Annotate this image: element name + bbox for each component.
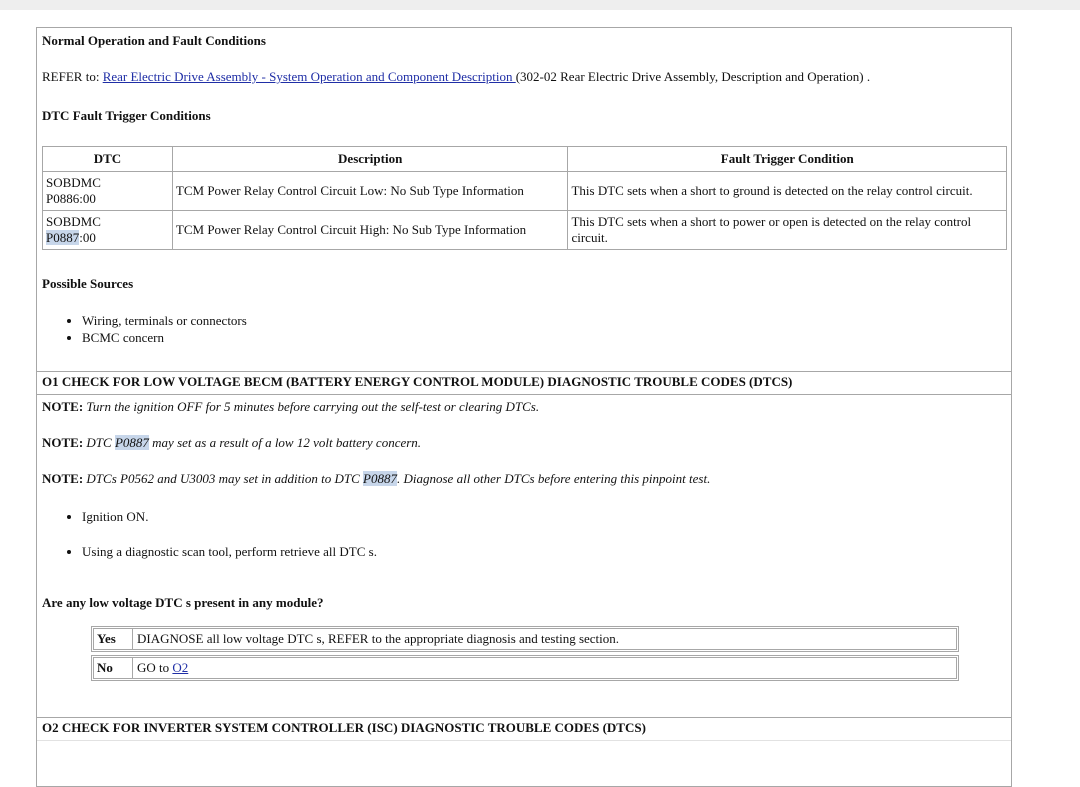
note-3-text: [86, 471, 710, 486]
column-header-dtc: DTC: [43, 147, 173, 172]
step-o2-title: O2 CHECK FOR INVERTER SYSTEM CONTROLLER (ISC) DIAGNOSTIC TROUBLE CODES (DTCS): [42, 720, 646, 735]
note-3-post: . Diagnose all other DTCs before entering this pinpoint test.: [397, 471, 711, 486]
step-o2-section: [37, 717, 1011, 787]
list-item: • BCMC concern: [82, 329, 247, 346]
note-1: [42, 399, 539, 415]
list-item: • Using a diagnostic scan tool, perform retrieve all DTC s.: [82, 544, 377, 560]
yes-label: Yes: [93, 628, 133, 650]
table-header-row: [43, 147, 1007, 172]
list-item: • Wiring, terminals or connectors: [82, 312, 247, 329]
step-o1-question: Are any low voltage DTC s present in any module?: [42, 595, 324, 610]
normal-operation-section: [37, 28, 1011, 372]
table-row: [43, 211, 1007, 250]
condition-cell: This DTC sets when a short to power or open is detected on the relay control circuit.: [568, 211, 1007, 250]
dtc-module: SOBDMC: [46, 175, 101, 190]
description-cell: TCM Power Relay Control Circuit Low: No Sub Type Information: [172, 172, 568, 211]
note-2-code: P0887: [114, 435, 149, 450]
refer-line: [42, 69, 870, 85]
no-label: No: [93, 657, 133, 679]
note-3: [42, 471, 710, 487]
dtc-module: SOBDMC: [46, 214, 101, 229]
step-o2-header: [37, 717, 1011, 741]
note-1-text: Turn the ignition OFF for 5 minutes before carrying out the self-test or clearing DTCs.: [86, 399, 540, 414]
possible-sources-heading: Possible Sources: [42, 276, 134, 291]
step-o1-header: [37, 371, 1011, 395]
note-2-post: may set as a result of a low 12 volt battery concern.: [148, 435, 422, 450]
possible-sources-list: [42, 312, 247, 346]
normal-operation-heading: Normal Operation and Fault Conditions: [42, 33, 266, 48]
rear-edrive-link[interactable]: Rear Electric Drive Assembly - System Operation and Component Description: [102, 69, 516, 84]
step-o1-title: O1 CHECK FOR LOW VOLTAGE BECM (BATTERY ENERGY CONTROL MODULE) DIAGNOSTIC TROUBLE CODES (DTCS): [42, 374, 793, 389]
description-cell: TCM Power Relay Control Circuit High: No Sub Type Information: [172, 211, 568, 250]
dtc-trigger-heading: DTC Fault Trigger Conditions: [42, 108, 211, 123]
step-bullet-1: [42, 509, 148, 525]
column-header-description: Description: [172, 147, 568, 172]
yes-action-text: DIAGNOSE all low voltage DTC s, REFER to the appropriate diagnosis and testing section.: [133, 628, 957, 650]
top-toolbar-strip: [0, 0, 1080, 10]
note-3-code: P0887: [363, 471, 397, 486]
note-2-text: [86, 435, 421, 450]
dtc-cell: [43, 172, 173, 211]
no-row: [91, 655, 959, 681]
dtc-code-highlighted: P0887: [46, 230, 80, 245]
note-2: [42, 435, 421, 451]
note-3-pre: DTCs P0562 and U3003 may set in addition to DTC: [86, 471, 364, 486]
yes-row: [91, 626, 959, 652]
refer-prefix: REFER to:: [42, 69, 103, 84]
dtc-cell: [43, 211, 173, 250]
list-item: • Ignition ON.: [82, 509, 148, 525]
note-label: NOTE:: [42, 471, 84, 486]
dtc-trigger-table: [42, 146, 1007, 250]
note-2-pre: DTC: [86, 435, 115, 450]
note-label: NOTE:: [42, 435, 84, 450]
step-bullet-2: [42, 544, 377, 560]
condition-cell: This DTC sets when a short to ground is detected on the relay control circuit.: [568, 172, 1007, 211]
note-label: NOTE:: [42, 399, 84, 414]
column-header-condition: Fault Trigger Condition: [568, 147, 1007, 172]
dtc-suffix: :00: [79, 191, 96, 206]
no-action: [133, 657, 957, 679]
go-to-o2-link[interactable]: O2: [172, 660, 189, 675]
refer-suffix: (302-02 Rear Electric Drive Assembly, Description and Operation) .: [515, 69, 871, 84]
step-o1-section: [37, 371, 1011, 718]
dtc-suffix: :00: [79, 230, 96, 245]
no-action-prefix: GO to: [137, 660, 173, 675]
document-frame: [36, 27, 1012, 787]
dtc-code: P0886: [46, 191, 80, 206]
table-row: [43, 172, 1007, 211]
